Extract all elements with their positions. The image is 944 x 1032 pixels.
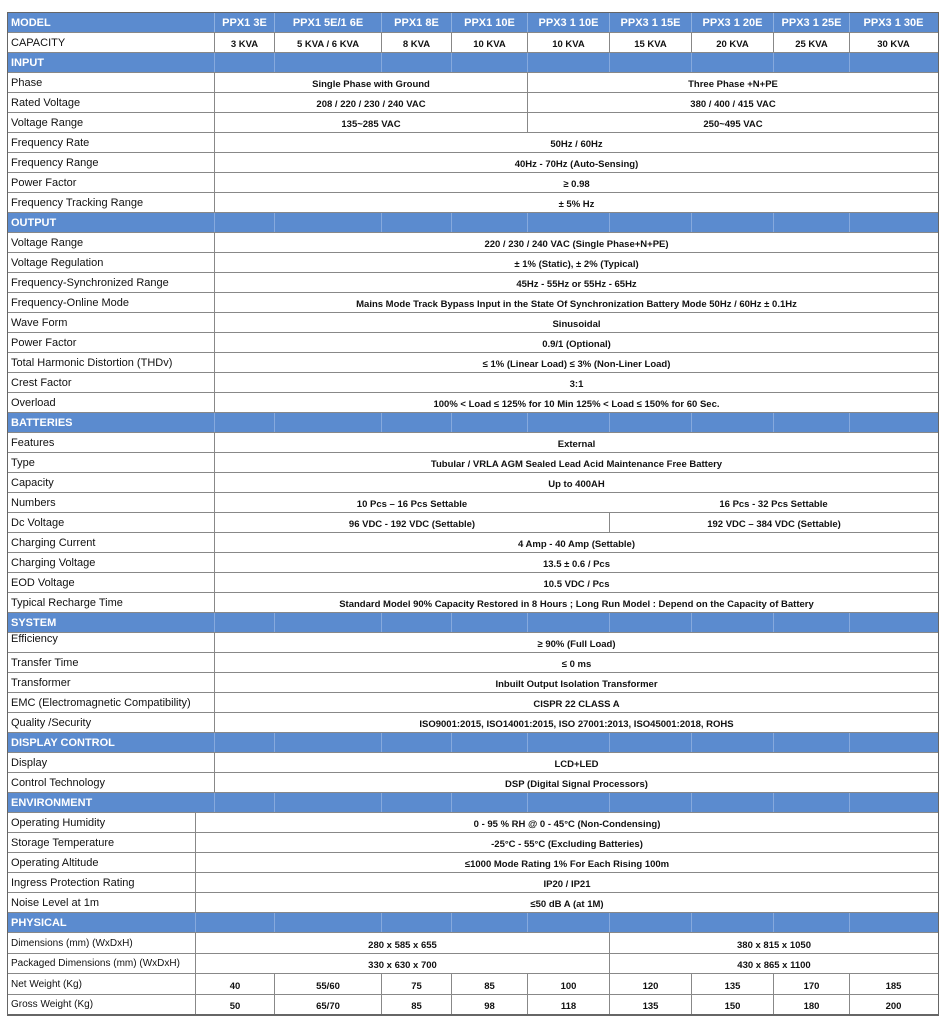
spec-value: 13.5 ± 0.6 / Pcs [214,553,938,572]
spec-row [8,152,938,172]
spec-label: Capacity [11,476,54,489]
weight-cell: 55/60 [274,974,381,994]
spec-row [8,172,938,192]
spec-row [8,452,938,472]
spec-row [8,112,938,132]
spec-value-three-phase: 380 / 400 / 415 VAC [527,93,938,112]
capacity-label: CAPACITY [11,36,66,49]
spec-value-three-phase: 250~495 VAC [527,113,938,132]
spec-value: 0 - 95 % RH @ 0 - 45°C (Non-Condensing) [195,813,938,832]
spec-label: Features [11,436,55,449]
spec-label: Wave Form [11,316,68,329]
spec-value: Standard Model 90% Capacity Restored in 8 Hours ; Long Run Model : Depend on the Capacity of Battery [214,593,938,612]
weight-cell: 40 [195,974,274,994]
spec-value: ± 5% Hz [214,193,938,212]
section-title: PHYSICAL [11,916,67,929]
spec-label: Phase [11,76,43,89]
spec-row [8,92,938,112]
spec-label: Quality /Security [11,716,92,729]
spec-row [8,332,938,352]
spec-label: Operating Altitude [11,856,99,869]
spec-value-right: 16 Pcs - 32 Pcs Settable [719,499,828,510]
spec-row [8,232,938,252]
spec-label: Net Weight (Kg) [11,978,82,990]
spec-row [8,872,938,892]
section-display-header [8,732,938,752]
weight-cell: 135 [609,995,691,1014]
model-ppx3-15e: PPX3 1 15E [609,13,691,32]
spec-label: Frequency Tracking Range [11,196,144,209]
section-system-header [8,612,938,632]
section-physical-header [8,912,938,932]
spec-value: 50Hz / 60Hz [214,133,938,152]
weight-cell: 118 [527,995,609,1014]
spec-row [8,512,938,532]
spec-label: Control Technology [11,776,105,789]
spec-value-left: 10 Pcs – 16 Pcs Settable [214,493,609,512]
spec-table [7,12,939,1016]
spec-value: Mains Mode Track Bypass Input in the State Of Synchronization Battery Mode 50Hz / 60Hz ± 0.1Hz [214,293,938,312]
model-ppx3-10e: PPX3 1 10E [527,13,609,32]
spec-row [8,932,938,953]
spec-label: Packaged Dimensions (mm) (WxDxH) [11,958,180,969]
spec-row [8,692,938,712]
spec-row [8,892,938,912]
spec-value-right: 192 VDC – 384 VDC (Settable) [609,513,938,532]
spec-label: Frequency-Online Mode [11,296,130,309]
spec-value: 40Hz - 70Hz (Auto-Sensing) [214,153,938,172]
model-ppx3-30e: PPX3 1 30E [849,13,937,32]
spec-row [8,72,938,92]
section-input-header [8,52,938,72]
section-output-header [8,212,938,232]
section-title: DISPLAY CONTROL [11,736,115,749]
spec-value: ≥ 90% (Full Load) [214,633,938,652]
spec-label: EMC (Electromagnetic Compatibility) [11,696,191,709]
spec-row-net-weight [8,973,938,994]
spec-row [8,772,938,792]
spec-value-right: 380 x 815 x 1050 [609,933,938,953]
spec-row [8,852,938,872]
section-title: BATTERIES [11,416,73,429]
spec-value: 220 / 230 / 240 VAC (Single Phase+N+PE) [214,233,938,252]
spec-label: Display [11,756,48,769]
spec-row [8,312,938,332]
spec-label: Numbers [11,496,56,509]
spec-label: Voltage Range [11,116,84,129]
spec-label: Transfer Time [11,656,79,669]
spec-label: Total Harmonic Distortion (THDv) [11,356,173,369]
spec-value-left: 280 x 585 x 655 [195,933,609,953]
spec-label: Power Factor [11,176,77,189]
spec-value: IP20 / IP21 [195,873,938,892]
spec-label: Gross Weight (Kg) [11,999,94,1010]
spec-row-gross-weight [8,994,938,1014]
spec-row [8,652,938,672]
spec-value: ISO9001:2015, ISO14001:2015, ISO 27001:2013, ISO45001:2018, ROHS [214,713,938,732]
section-batteries-header [8,412,938,432]
weight-cell: 85 [451,974,527,994]
spec-row [8,712,938,732]
section-title: INPUT [11,56,44,69]
capacity-cell: 10 KVA [451,33,527,52]
capacity-cell: 10 KVA [527,33,609,52]
spec-row [8,592,938,612]
capacity-cell: 5 KVA / 6 KVA [274,33,381,52]
weight-cell: 150 [691,995,773,1014]
spec-row [8,572,938,592]
spec-value: Up to 400AH [214,473,938,492]
section-title: SYSTEM [11,616,57,629]
weight-cell: 50 [195,995,274,1014]
spec-value: 3:1 [214,373,938,392]
spec-label: Type [11,456,35,469]
spec-label: Storage Temperature [11,836,115,849]
spec-label: Frequency-Synchronized Range [11,276,169,289]
spec-value: ≤50 dB A (at 1M) [195,893,938,912]
spec-label: Operating Humidity [11,816,106,829]
spec-row [8,392,938,412]
section-environment-header [8,792,938,812]
spec-label: Dimensions (mm) (WxDxH) [11,937,133,949]
weight-cell: 185 [849,974,937,994]
spec-label: Frequency Range [11,156,99,169]
spec-row [8,372,938,392]
spec-label: Ingress Protection Rating [11,876,135,889]
spec-value-right: 430 x 865 x 1100 [609,954,938,973]
spec-row [8,832,938,852]
spec-value: CISPR 22 CLASS A [214,693,938,712]
weight-cell: 170 [773,974,849,994]
spec-label: Power Factor [11,336,77,349]
spec-value: ± 1% (Static), ± 2% (Typical) [214,253,938,272]
weight-cell: 200 [849,995,937,1014]
spec-row [8,532,938,552]
model-ppx1-10e: PPX1 10E [451,13,527,32]
spec-label: EOD Voltage [11,576,75,589]
model-label: MODEL [11,16,51,29]
model-ppx1-3e: PPX1 3E [214,13,274,32]
spec-label: Dc Voltage [11,516,65,529]
spec-value: DSP (Digital Signal Processors) [214,773,938,792]
spec-value-single-phase: 208 / 220 / 230 / 240 VAC [214,93,527,112]
spec-label: Efficiency [11,633,58,645]
spec-row [8,352,938,372]
spec-value-left: 330 x 630 x 700 [195,954,609,973]
spec-value: 10.5 VDC / Pcs [214,573,938,592]
model-header-row [8,13,938,32]
spec-value: 4 Amp - 40 Amp (Settable) [214,533,938,552]
spec-row [8,272,938,292]
spec-value-single-phase: Single Phase with Ground [214,73,527,92]
model-ppx1-5e-6e: PPX1 5E/1 6E [274,13,381,32]
spec-row [8,492,938,512]
spec-row [8,672,938,692]
spec-value: Inbuilt Output Isolation Transformer [214,673,938,692]
capacity-cell: 30 KVA [849,33,937,52]
spec-row [8,252,938,272]
spec-label: Charging Current [11,536,96,549]
spec-label: Overload [11,396,56,409]
spec-label: Rated Voltage [11,96,81,109]
capacity-cell: 25 KVA [773,33,849,52]
spec-value-left: 96 VDC - 192 VDC (Settable) [214,513,609,532]
spec-label: Crest Factor [11,376,72,389]
weight-cell: 98 [451,995,527,1014]
capacity-cell: 20 KVA [691,33,773,52]
weight-cell: 100 [527,974,609,994]
spec-label: Voltage Range [11,236,84,249]
spec-row [8,953,938,973]
spec-value: 45Hz - 55Hz or 55Hz - 65Hz [214,273,938,292]
weight-cell: 75 [381,974,451,994]
spec-value: ≥ 0.98 [214,173,938,192]
spec-label: Typical Recharge Time [11,596,123,609]
weight-cell: 120 [609,974,691,994]
spec-row [8,752,938,772]
spec-label: Voltage Regulation [11,256,104,269]
weight-cell: 65/70 [274,995,381,1014]
spec-row [8,812,938,832]
spec-label: Transformer [11,676,71,689]
spec-row [8,292,938,312]
capacity-cell: 8 KVA [381,33,451,52]
section-title: ENVIRONMENT [11,796,93,809]
spec-value: ≤1000 Mode Rating 1% For Each Rising 100m [195,853,938,872]
weight-cell: 85 [381,995,451,1014]
weight-cell: 180 [773,995,849,1014]
spec-row [8,132,938,152]
spec-row [8,552,938,572]
spec-value: 0.9/1 (Optional) [214,333,938,352]
spec-value: Sinusoidal [214,313,938,332]
spec-label: Frequency Rate [11,136,90,149]
spec-label: Noise Level at 1m [11,896,100,909]
capacity-cell: 3 KVA [214,33,274,52]
model-ppx3-25e: PPX3 1 25E [773,13,849,32]
weight-cell: 135 [691,974,773,994]
spec-value: Tubular / VRLA AGM Sealed Lead Acid Maintenance Free Battery [214,453,938,472]
spec-value: LCD+LED [214,753,938,772]
spec-row [8,192,938,212]
spec-value: External [214,433,938,452]
section-title: OUTPUT [11,216,57,229]
model-ppx3-20e: PPX3 1 20E [691,13,773,32]
spec-value: ≤ 0 ms [214,653,938,672]
spec-value: ≤ 1% (Linear Load) ≤ 3% (Non-Liner Load) [214,353,938,372]
capacity-cell: 15 KVA [609,33,691,52]
capacity-row [8,32,938,52]
spec-value-three-phase: Three Phase +N+PE [527,73,938,92]
spec-row [8,432,938,452]
spec-row [8,632,938,652]
spec-value: 100% < Load ≤ 125% for 10 Min 125% < Load ≤ 150% for 60 Sec. [214,393,938,412]
spec-value-single-phase: 135~285 VAC [214,113,527,132]
model-ppx1-8e: PPX1 8E [381,13,451,32]
spec-label: Charging Voltage [11,556,96,569]
spec-value: -25°C - 55°C (Excluding Batteries) [195,833,938,852]
spec-row [8,472,938,492]
